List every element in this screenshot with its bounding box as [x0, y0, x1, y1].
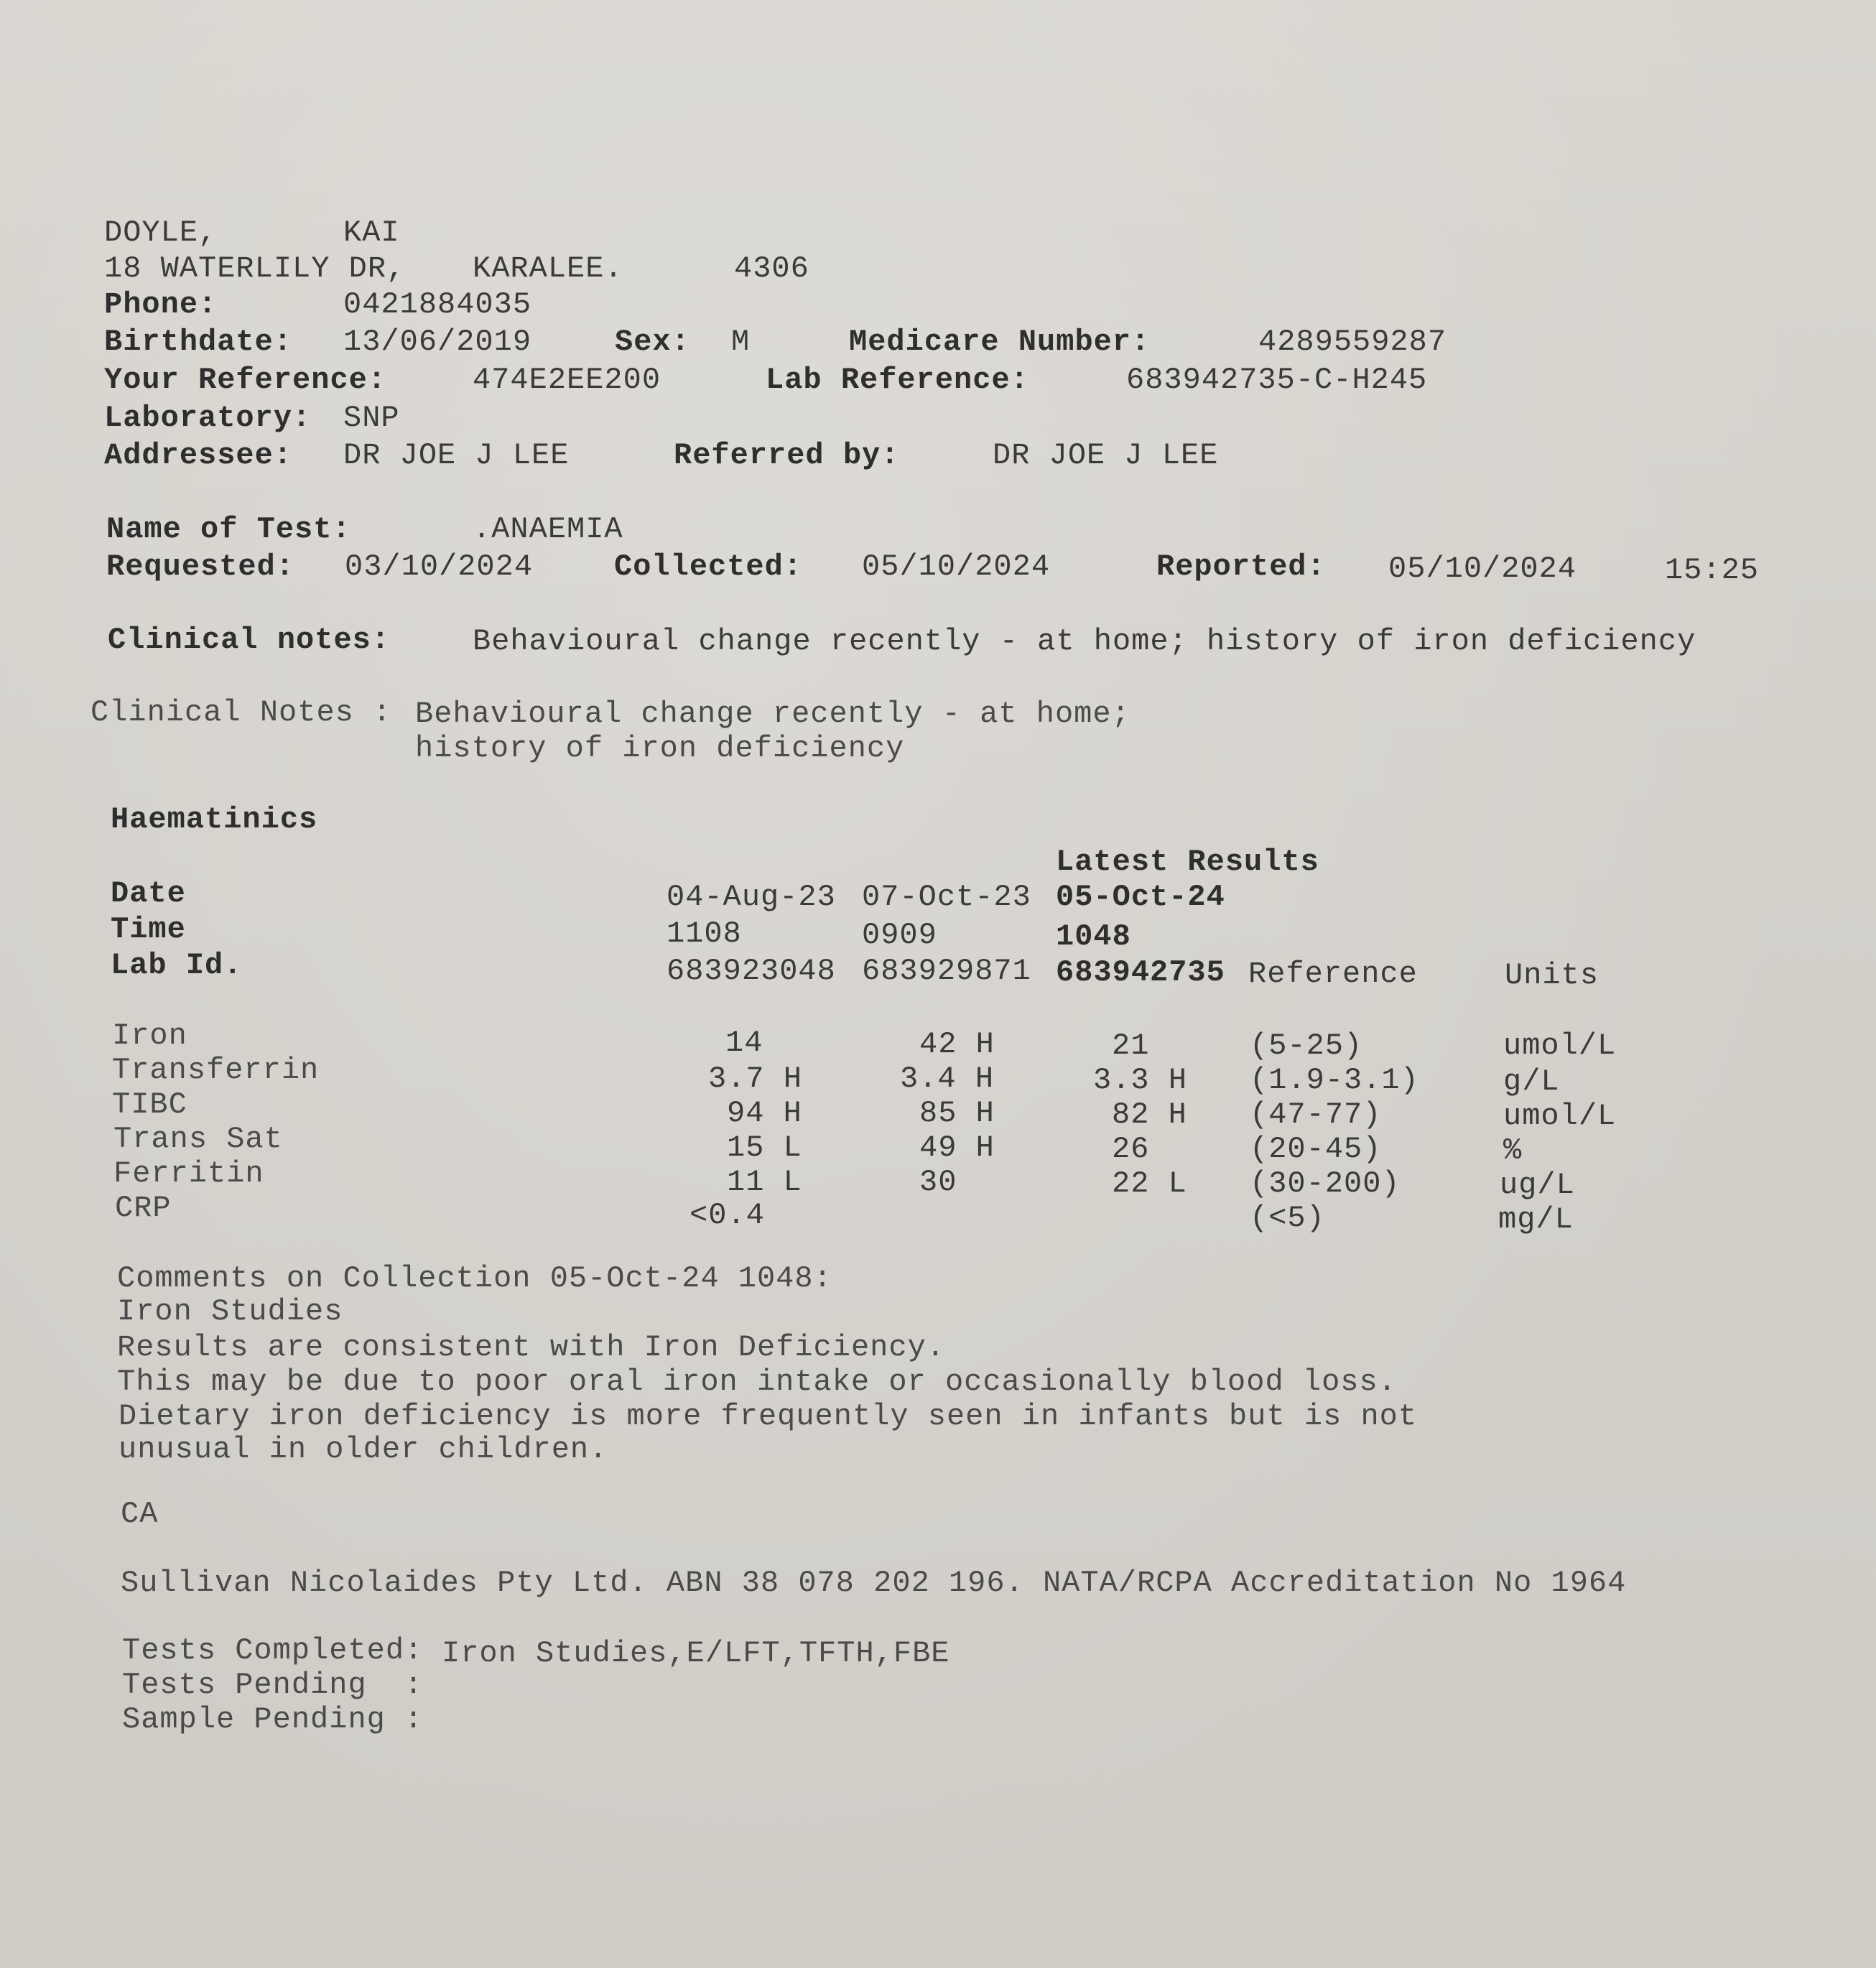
lab-reference-value: 683942735-C-H245 — [1126, 363, 1428, 397]
reported-date: 05/10/2024 — [1388, 552, 1577, 586]
labid-label: Lab Id. — [111, 948, 243, 983]
company-line: Sullivan Nicolaides Pty Ltd. ABN 38 078 202 196. NATA/RCPA Accreditation No 1964 — [121, 1566, 1627, 1600]
row-name: Iron — [112, 1018, 187, 1053]
row-value-1: 11 L — [727, 1165, 802, 1199]
row-value-2: 42 H — [919, 1027, 995, 1062]
comments-line-2: Results are consistent with Iron Deficiency. — [117, 1330, 945, 1365]
referred-by-value: DR JOE J LEE — [993, 438, 1219, 473]
clinical-block-line-2: history of iron deficiency — [415, 731, 905, 766]
sample-pending-label: Sample Pending : — [122, 1702, 424, 1737]
row-value-3: 21 — [1112, 1029, 1150, 1063]
row-unit: umol/L — [1503, 1029, 1617, 1063]
address-suburb: KARALEE. — [473, 251, 623, 286]
tests-completed-value: Iron Studies,E/LFT,TFTH,FBE — [442, 1636, 950, 1671]
row-value-2: 30 — [919, 1165, 957, 1199]
reported-label: Reported: — [1156, 549, 1326, 584]
row-unit: ug/L — [1500, 1168, 1575, 1202]
units-header: Units — [1505, 958, 1599, 993]
row-name: CRP — [115, 1191, 172, 1225]
row-reference: (20-45) — [1250, 1132, 1382, 1166]
date-label: Date — [111, 876, 186, 911]
row-reference: (47-77) — [1250, 1097, 1382, 1132]
patient-surname: DOYLE, — [104, 215, 218, 250]
comments-line-3: This may be due to poor oral iron intake or occasionally blood loss. — [117, 1365, 1397, 1399]
address-postcode: 4306 — [734, 251, 809, 286]
sex-label: Sex: — [615, 325, 690, 359]
address-street: 18 WATERLILY DR, — [104, 251, 406, 286]
tests-pending-label: Tests Pending : — [122, 1668, 424, 1702]
row-value-1: 15 L — [727, 1131, 802, 1165]
phone-label: Phone: — [104, 287, 218, 322]
row-name: Transferrin — [112, 1053, 320, 1087]
clinical-block-label: Clinical Notes : — [90, 695, 392, 730]
requested-label: Requested: — [106, 549, 295, 584]
row-name: Ferritin — [113, 1156, 264, 1191]
reported-time: 15:25 — [1665, 553, 1760, 588]
row-reference: (<5) — [1250, 1201, 1325, 1235]
clinical-block-line-1: Behavioural change recently - at home; — [415, 697, 1130, 731]
row-value-1: 14 — [725, 1026, 763, 1060]
collected-label: Collected: — [614, 549, 803, 584]
row-value-3: 26 — [1112, 1132, 1150, 1166]
row-reference: (1.9-3.1) — [1250, 1063, 1419, 1097]
row-value-2: 3.4 H — [900, 1062, 995, 1096]
row-value-2: 49 H — [919, 1131, 995, 1165]
row-unit: mg/L — [1498, 1202, 1574, 1237]
birthdate-value: 13/06/2019 — [343, 325, 532, 359]
col2-labid: 683929871 — [862, 954, 1031, 988]
clinical-notes-label: Clinical notes: — [108, 623, 391, 657]
row-reference: (30-200) — [1250, 1166, 1401, 1201]
addressee-label: Addressee: — [104, 438, 293, 473]
row-value-3: 82 H — [1112, 1097, 1187, 1132]
referred-by-label: Referred by: — [674, 438, 900, 473]
patient-given-name: KAI — [343, 215, 400, 250]
col1-date: 04-Aug-23 — [667, 880, 836, 914]
row-value-1: 3.7 H — [708, 1062, 803, 1096]
clinical-notes-value: Behavioural change recently - at home; history of iron deficiency — [473, 624, 1696, 659]
row-value-1: 94 H — [727, 1096, 802, 1131]
col2-date: 07-Oct-23 — [862, 880, 1031, 914]
latest-results-label: Latest Results — [1056, 845, 1319, 879]
col3-time: 1048 — [1056, 919, 1131, 954]
birthdate-label: Birthdate: — [104, 325, 293, 359]
col2-time: 0909 — [862, 918, 937, 952]
row-value-1: <0.4 — [689, 1198, 765, 1233]
comments-line-4: Dietary iron deficiency is more frequently seen in infants but is not — [119, 1399, 1418, 1434]
laboratory-label: Laboratory: — [104, 401, 312, 435]
laboratory-value: SNP — [343, 401, 400, 435]
row-value-3: 3.3 H — [1093, 1063, 1188, 1097]
requested-value: 03/10/2024 — [345, 549, 534, 584]
tests-completed-label: Tests Completed: — [122, 1633, 424, 1668]
row-value-3: 22 L — [1112, 1166, 1187, 1201]
phone-value: 0421884035 — [343, 287, 532, 322]
row-name: Trans Sat — [113, 1122, 283, 1156]
col1-labid: 683923048 — [667, 954, 836, 988]
medicare-value: 4289559287 — [1258, 325, 1447, 359]
test-name-value: .ANAEMIA — [473, 512, 623, 547]
time-label: Time — [111, 912, 186, 947]
row-unit: g/L — [1503, 1064, 1560, 1099]
comments-line-1: Iron Studies — [117, 1294, 343, 1329]
col3-labid: 683942735 — [1056, 955, 1225, 990]
comments-heading: Comments on Collection 05-Oct-24 1048: — [117, 1261, 832, 1296]
lab-reference-label: Lab Reference: — [766, 363, 1029, 397]
col1-time: 1108 — [667, 916, 742, 951]
reference-header: Reference — [1248, 957, 1418, 991]
medicare-label: Medicare Number: — [849, 325, 1151, 359]
collected-value: 05/10/2024 — [862, 549, 1051, 584]
your-reference-label: Your Reference: — [104, 363, 387, 397]
test-name-label: Name of Test: — [106, 512, 351, 547]
row-name: TIBC — [112, 1087, 187, 1122]
sex-value: M — [731, 325, 751, 359]
addressee-value: DR JOE J LEE — [343, 438, 570, 473]
row-value-2: 85 H — [919, 1096, 995, 1131]
row-unit: umol/L — [1503, 1099, 1617, 1133]
row-unit: % — [1503, 1133, 1523, 1168]
col3-date: 05-Oct-24 — [1056, 880, 1225, 914]
comments-line-5: unusual in older children. — [119, 1432, 608, 1467]
your-reference-value: 474E2EE200 — [473, 363, 661, 397]
comments-initials: CA — [121, 1497, 159, 1531]
section-title: Haematinics — [111, 802, 318, 837]
row-reference: (5-25) — [1250, 1029, 1363, 1063]
